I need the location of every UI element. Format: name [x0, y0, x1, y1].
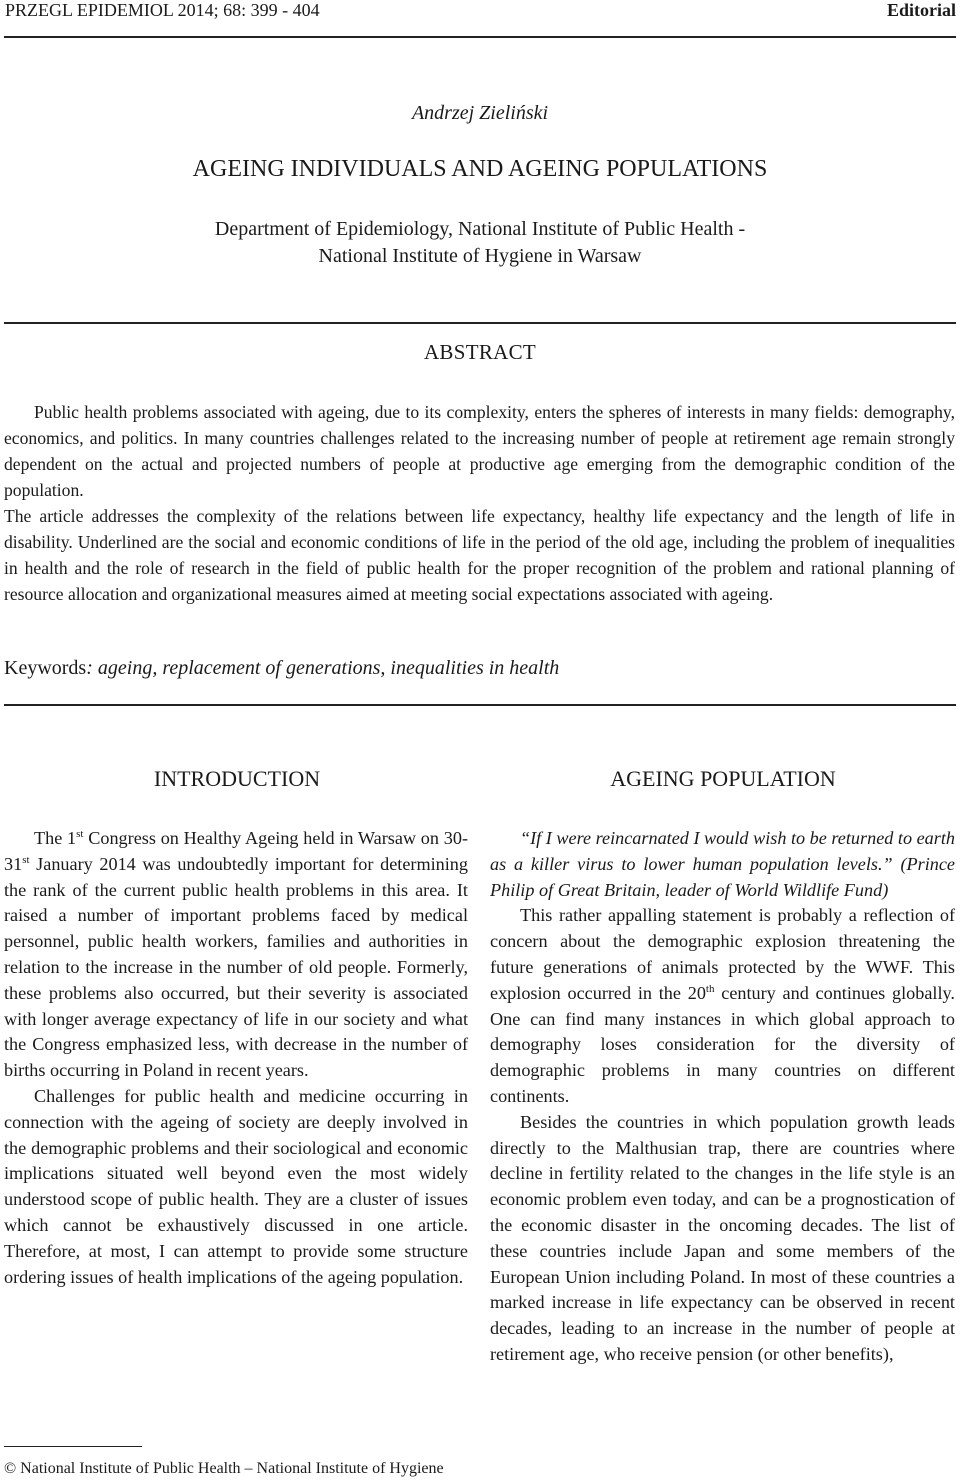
ageing-population-heading: AGEING POPULATION	[610, 766, 836, 791]
keywords-label: Keywords	[4, 657, 87, 679]
article-title: AGEING INDIVIDUALS AND AGEING POPULATIONS	[192, 156, 768, 182]
introduction-paragraph-1	[4, 826, 468, 1084]
abstract-body	[4, 399, 955, 607]
affiliation-line-2: National Institute of Hygiene in Warsaw	[318, 245, 642, 267]
ageing-paragraph-1	[490, 903, 955, 1109]
copyright-text: National Institute of Public Health – National Institute of Hygiene	[16, 1460, 444, 1477]
ageing-text-b: century and continues globally. One can find many instances in which global approach to demography loses consideration for the diversity of demographic problems in many countries on different continents.	[490, 982, 955, 1106]
keywords-separator: :	[86, 657, 93, 679]
keywords	[4, 657, 559, 680]
affiliation-line-1: Department of Epidemiology, National Institute of Public Health -	[214, 218, 746, 240]
abstract-paragraph-1: Public health problems associated with ageing, due to its complexity, enters the spheres of interests in many fields: demography, economics, and politics. In many countries challenges related to the increasing number of people at retirement age remain strongly dependent on the actual and projected numbers of people at productive age emerging from the demographic condition of the population.	[4, 402, 955, 500]
intro-sup-1: st	[76, 828, 84, 840]
author-name: Andrzej Zieliński	[411, 102, 549, 124]
abstract-top-rule	[4, 322, 956, 324]
abstract-heading: ABSTRACT	[423, 340, 537, 364]
ageing-paragraph-2: Besides the countries in which population growth leads directly to the Malthusian trap, there are countries where decline in fertility related to the changes in the life style is an economic problem even today, and can be a prognostication of the economic disaster in the oncoming decades. The list of these countries include Japan and some members of the European Union including Poland. In most of these countries a marked increase in life expectancy can be observed in recent decades, leading to an increase in the number of people at retirement age, who receive pension (or other benefits),	[490, 1111, 955, 1364]
intro-text-b: Congress on Healthy Ageing held in Warsaw on 30-31	[4, 828, 468, 874]
intro-text-c: January 2014 was undoubtedly important for determining the rank of the current public health problems in this area. It raised a number of important problems faced by medical personnel, public health workers, families and authorities in relation to the increase in the number of old people. Formerly, these problems also occurred, but their severity is associated with longer average expectancy of life in our society and what the Congress emphasized less, with decrease in the number of births occurring in Poland in recent years.	[4, 853, 468, 1081]
ageing-sup: th	[705, 982, 715, 995]
abstract-bottom-rule	[4, 704, 956, 706]
section-label: Editorial	[886, 0, 956, 20]
affiliation	[0, 216, 960, 270]
epigraph-quote: “If I were reincarnated I would wish to be returned to earth as a killer virus to lower human population levels.” (Prince Philip of Great Britain, leader of World Wildlife Fund)	[490, 828, 955, 900]
intro-sup-2: st	[22, 853, 30, 866]
introduction-paragraph-2: Challenges for public health and medicine occurring in connection with the ageing of society are deeply involved in the demographic problems and their sociological and economic implications situated well beyond even the most widely understood scope of public health. They are a cluster of issues which cannot be exhaustively discussed in one article. Therefore, at most, I can attempt to provide some structure ordering issues of health implications of the ageing population.	[4, 1085, 468, 1287]
ageing-text-a: This rather appalling statement is probably a reflection of concern about the demographic explosion threatening the future generations of animals protected by the WWF. This explosion occurred in the 20	[490, 905, 955, 1003]
copyright-icon: ©	[4, 1460, 17, 1477]
ageing-population-column	[490, 826, 955, 1368]
copyright-footnote	[4, 1460, 444, 1478]
introduction-column	[4, 826, 468, 1290]
header-rule	[4, 36, 956, 38]
footnote-rule	[4, 1446, 142, 1447]
intro-text-a: The 1	[34, 828, 77, 848]
keywords-list: ageing, replacement of generations, inequalities in health	[92, 657, 560, 679]
abstract-paragraph-2: The article addresses the complexity of the relations between life expectancy, healthy life expectancy and the length of life in disability. Underlined are the social and economic conditions of life in the period of the old age, including the problem of inequalities in health and the role of research in the field of public health for the proper recognition of the problem and rational planning of resource allocation and organizational measures aimed at meeting social expectations associated with ageing.	[4, 506, 955, 604]
introduction-heading: INTRODUCTION	[153, 766, 321, 791]
journal-citation: PRZEGL EPIDEMIOL 2014; 68: 399 - 404	[5, 0, 320, 20]
